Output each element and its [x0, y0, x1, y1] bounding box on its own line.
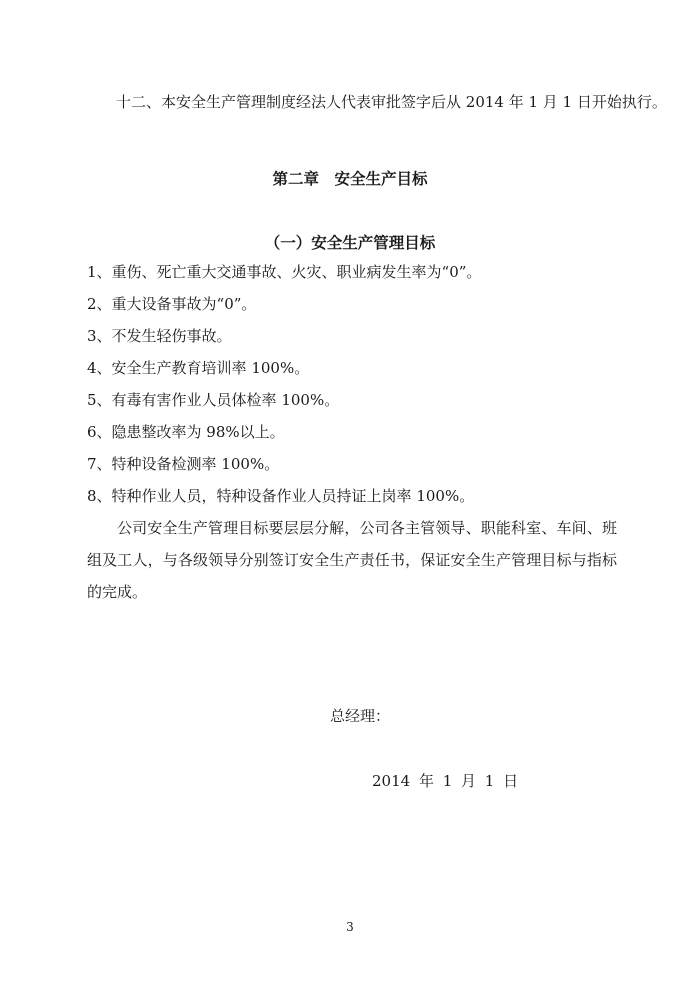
- list-item: 5、有毒有害作业人员体检率 100%。: [87, 391, 340, 409]
- list-item: 7、特种设备检测率 100%。: [87, 455, 280, 473]
- clause-twelve-text: 十二、本安全生产管理制度经法人代表审批签字后从 2014 年 1 月 1 日开始执行。: [116, 93, 667, 111]
- summary-paragraph: 公司安全生产管理目标要层层分解，公司各主管领导、职能科室、车间、班组及工人，与各级领导分别签订安全生产责任书，保证安全生产管理目标与指标的完成。: [87, 519, 617, 601]
- list-item: 8、特种作业人员，特种设备作业人员持证上岗率 100%。: [87, 487, 475, 505]
- signature-date: 2014 年 1 月 1 日: [372, 772, 519, 790]
- chapter-title: 第二章 安全生产目标: [272, 169, 428, 188]
- list-item: 6、隐患整改率为 98%以上。: [87, 423, 285, 441]
- section-title: （一）安全生产管理目标: [264, 233, 436, 252]
- signer-label: 总经理：: [330, 707, 391, 725]
- list-item: 1、重伤、死亡重大交通事故、火灾、职业病发生率为“0”。: [87, 263, 482, 281]
- list-item: 4、安全生产教育培训率 100%。: [87, 359, 310, 377]
- page-number: 3: [346, 920, 354, 934]
- list-item: 2、重大设备事故为“0”。: [87, 295, 257, 313]
- list-item: 3、不发生轻伤事故。: [87, 327, 232, 345]
